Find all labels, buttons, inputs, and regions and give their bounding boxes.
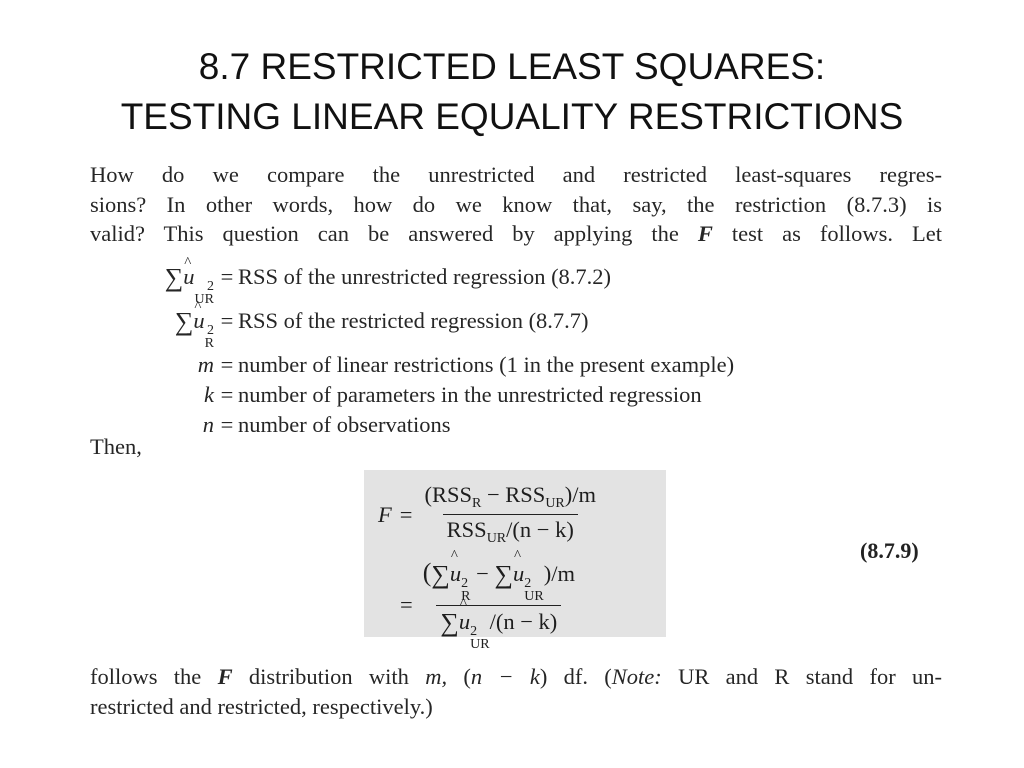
equation-number: (8.7.9) xyxy=(860,538,919,563)
definition-m-text: number of linear restrictions (1 in the present example) xyxy=(238,352,735,377)
definition-k: k = number of parameters in the unrestricted regression xyxy=(114,380,734,410)
fraction-rss-numerator: $(RSS_R - RSS_{UR})/m$ xyxy=(424,482,597,511)
definition-rss-ur-text: RSS of the unrestricted regression (8.7.2) xyxy=(238,264,612,289)
title-line-1: 8.7 RESTRICTED LEAST SQUARES: xyxy=(198,46,826,87)
intro-line-2: sions? In other words, how do we know that, say, the restriction (8.7.3) is xyxy=(90,191,942,217)
title-line-2: TESTING LINEAR EQUALITY RESTRICTIONS xyxy=(120,96,904,137)
fraction-rss-denominator: $RSS_{UR}/(n - k)$ xyxy=(443,514,578,547)
definition-rss-r: ∑^ u 2 R = RSS of the restricted regression (8.7.7) xyxy=(114,306,734,350)
outro-paragraph xyxy=(90,662,942,721)
slide-title xyxy=(0,42,1024,142)
fraction-residuals xyxy=(419,558,579,651)
equation-box xyxy=(364,470,666,652)
definition-k-text: number of parameters in the unrestricted regression xyxy=(238,381,702,407)
fraction-rss xyxy=(420,482,600,547)
then-label: Then, xyxy=(90,434,142,459)
definition-n: n = number of observations xyxy=(114,410,734,440)
fraction-residuals-denominator: ∑^ u 2 UR /(n − k) xyxy=(436,605,561,651)
intro-line-3: valid? This question can be answered by applying the F test as follows. Let xyxy=(90,221,942,246)
fraction-residuals-numerator: (∑^ u 2 R − ∑^ u 2 UR )/m xyxy=(419,558,579,605)
outro-line-1: follows the F distribution with m, (n − k) df. (Note: UR and R stand for un- xyxy=(90,664,942,689)
intro-line-1: How do we compare the unrestricted and restricted least-squares regres- xyxy=(90,162,942,187)
equation-row-1: F = $\frac{(RSS_R - RSS_{UR})/m}{RSS_{UR}/(n - k)}$ xyxy=(378,482,600,547)
equation-row-2: = (∑^ u 2 R − ∑^ u 2 UR )/m ∑^ u 2 UR /(n − k) xyxy=(400,558,579,651)
intro-paragraph xyxy=(90,160,942,249)
definition-m: m = number of linear restrictions (1 in the present example) xyxy=(114,350,734,380)
definition-list xyxy=(114,262,734,439)
outro-line-2: restricted and restricted, respectively.) xyxy=(90,693,433,719)
equation-lhs: F xyxy=(378,501,392,527)
definition-n-text: number of observations xyxy=(238,411,451,437)
definition-rss-ur: ∑^ u 2 UR = RSS of the unrestricted regression (8.7.2) xyxy=(114,262,734,306)
definition-rss-r-text: RSS of the restricted regression (8.7.7) xyxy=(238,308,589,333)
